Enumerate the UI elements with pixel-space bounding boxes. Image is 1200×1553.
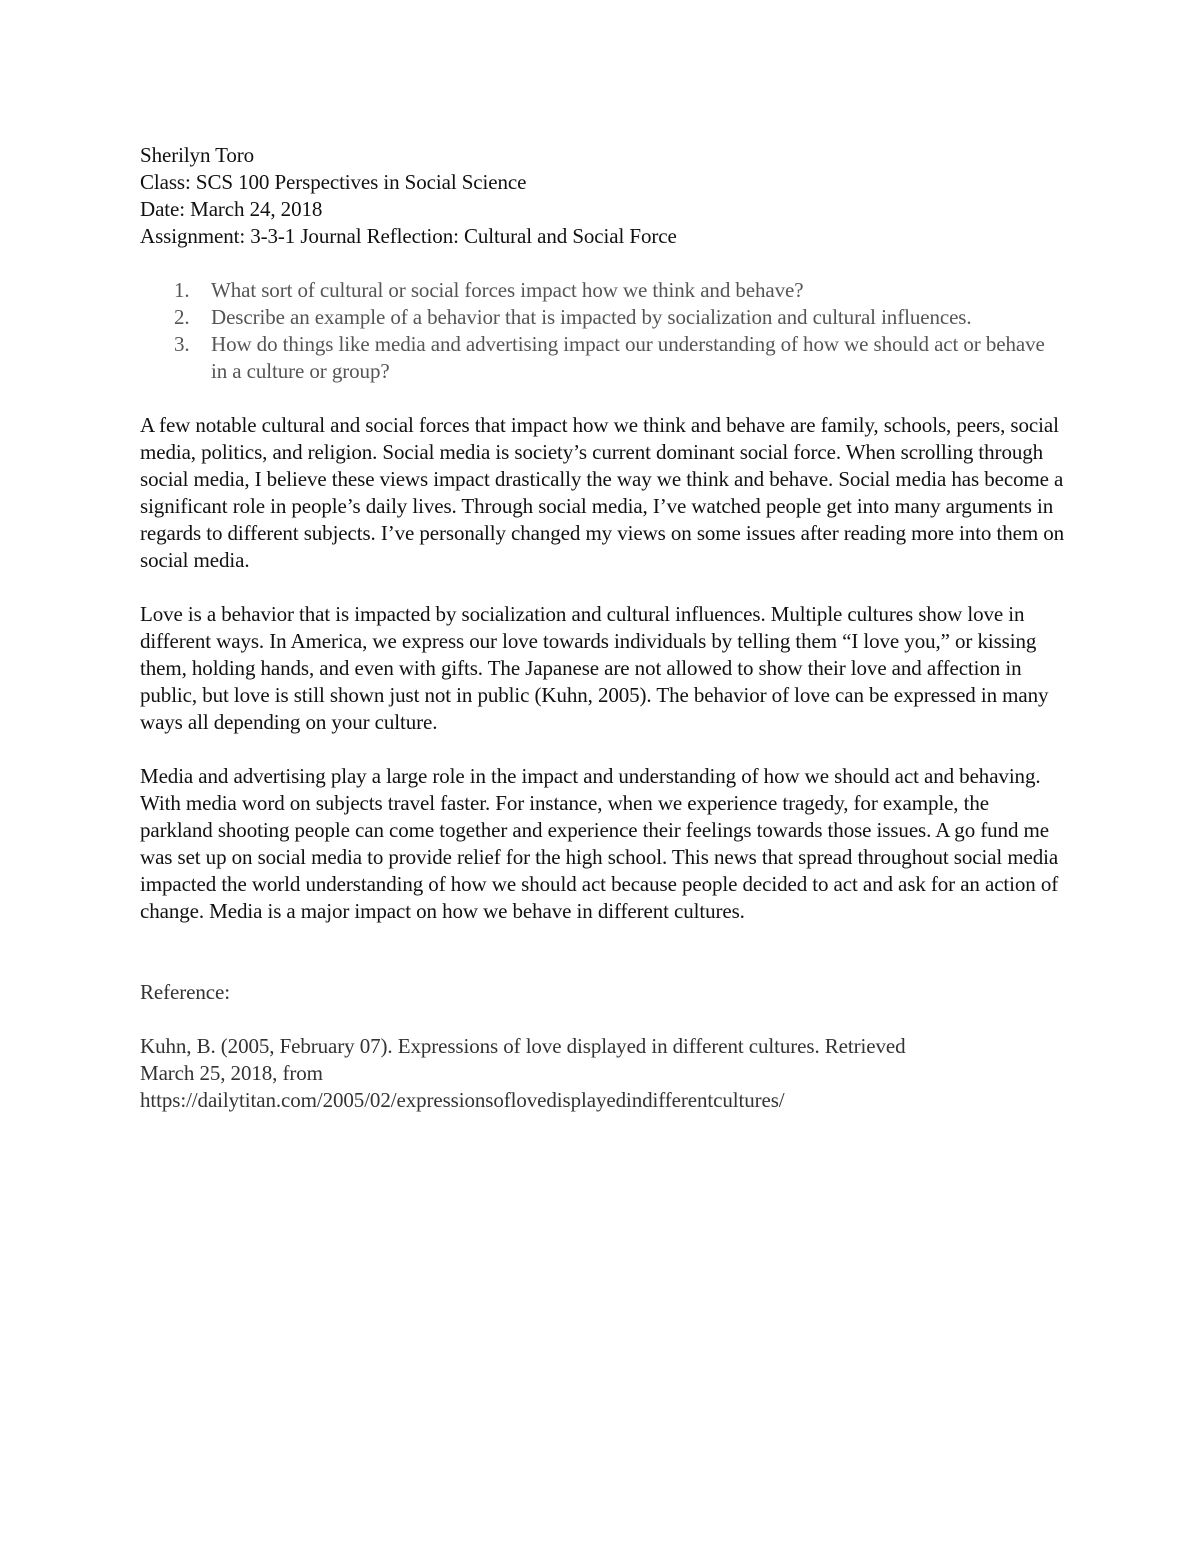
question-list (140, 277, 1065, 385)
question-number: 1. (174, 278, 190, 302)
question-number: 2. (174, 305, 190, 329)
author-name: Sherilyn Toro (140, 143, 255, 167)
document-page (140, 142, 1065, 1114)
answer-paragraph-3: Media and advertising play a large role in the impact and understanding of how we should act and behaving. With media word on subjects travel faster. For instance, when we experience tragedy, for example, the parkland shooting people can come together and experience their feelings towards those issues. A go fund me was set up on social media to provide relief for the high school. This news that spread throughout social media impacted the world understanding of how we should act because people decided to act and ask for an action of change. Media is a major impact on how we behave in different cultures. (140, 764, 1059, 923)
date-line: Date: March 24, 2018 (140, 197, 323, 221)
class-line: Class: SCS 100 Perspectives in Social Science (140, 170, 527, 194)
answer-paragraph-2: Love is a behavior that is impacted by socialization and cultural influences. Multiple cultures show love in different ways. In America, we express our love towards individuals by telling them “I love you,” or kissing them, holding hands, and even with gifts. The Japanese are not allowed to show their love and affection in public, but love is still shown just not in public (Kuhn, 2005). The behavior of love can be expressed in many ways all depending on your culture. (140, 602, 1049, 734)
question-number: 3. (174, 332, 190, 356)
question-text: Describe an example of a behavior that is impacted by socialization and cultural influences. (211, 305, 972, 329)
question-item (140, 277, 1065, 304)
reference-line: Kuhn, B. (2005, February 07). Expressions of love displayed in different cultures. Retrieved (140, 1034, 906, 1058)
reference-entry (140, 1033, 1065, 1114)
question-text: How do things like media and advertising impact our understanding of how we should act or behave in a culture or group? (211, 332, 1045, 383)
assignment-line: Assignment: 3-3-1 Journal Reflection: Cultural and Social Force (140, 224, 677, 248)
question-item (140, 304, 1065, 331)
reference-heading: Reference: (140, 980, 230, 1004)
document-header (140, 142, 1065, 250)
reference-url: https://dailytitan.com/2005/02/expressionsoflovedisplayedindifferentcultures/ (140, 1088, 785, 1112)
answer-paragraph-1: A few notable cultural and social forces that impact how we think and behave are family, schools, peers, social media, politics, and religion. Social media is society’s current dominant social force. When scrolling through social media, I believe these views impact drastically the way we think and behave. Social media has become a significant role in people’s daily lives. Through social media, I’ve watched people get into many arguments in regards to different subjects. I’ve personally changed my views on some issues after reading more into them on social media. (140, 413, 1065, 572)
reference-line: March 25, 2018, from (140, 1061, 323, 1085)
question-item (140, 331, 1065, 385)
question-text: What sort of cultural or social forces impact how we think and behave? (211, 278, 804, 302)
